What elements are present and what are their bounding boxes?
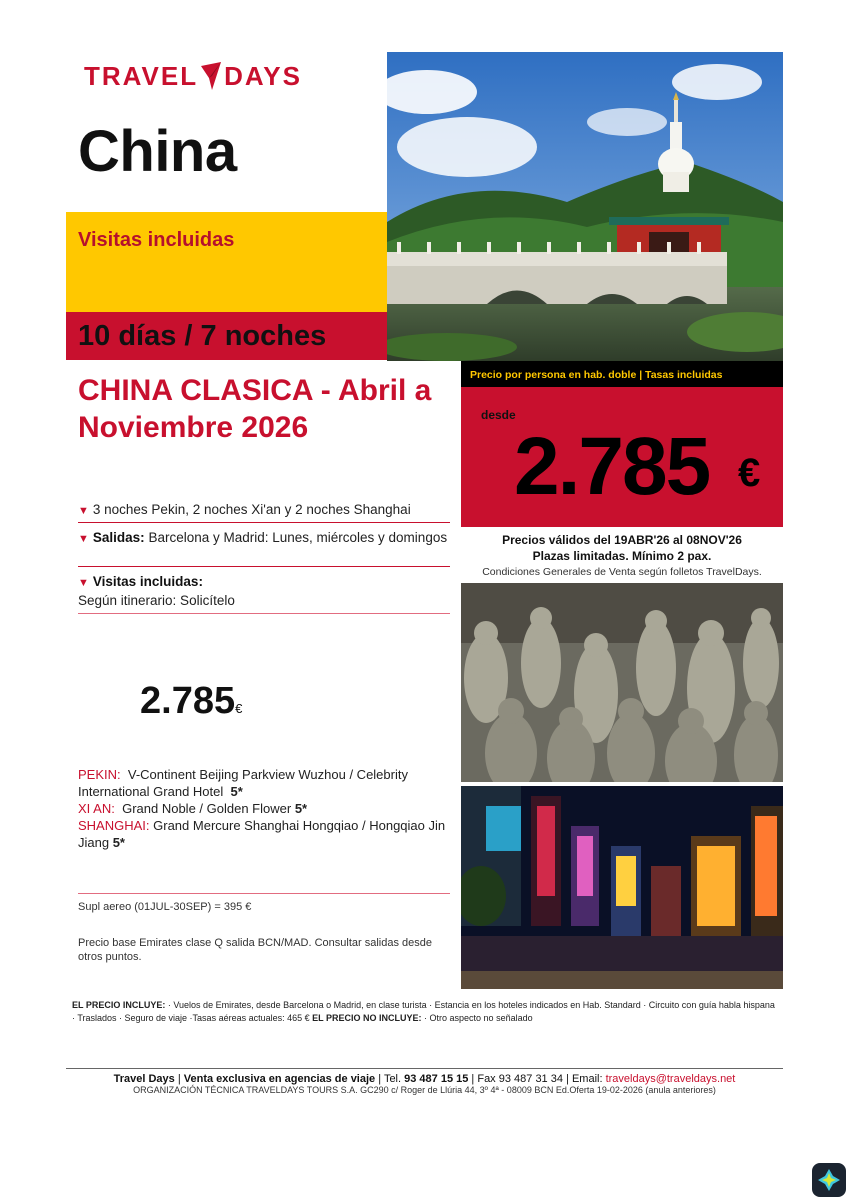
price-amount: 2.785	[514, 421, 710, 512]
divider	[78, 522, 450, 523]
footer-contact: Travel Days | Venta exclusiva en agencias de viaje | Tel. 93 487 15 15 | Fax 93 487 31 34 | Email: traveldays@traveldays.net	[113, 1073, 736, 1085]
divider	[78, 893, 450, 894]
triangle-bullet-icon: ▼	[78, 577, 89, 589]
destination-title: China	[78, 119, 237, 184]
hotel-city: SHANGHAI:	[78, 818, 150, 833]
footer-tel: 93 487 15 15	[404, 1073, 469, 1085]
brand-logo	[84, 60, 302, 92]
footer-fax: Fax 93 487 31 34	[477, 1073, 563, 1085]
trip-title: CHINA CLASICA - Abril a Noviembre 2026	[78, 374, 432, 444]
highlight-departures	[78, 529, 450, 548]
triangle-bullet-icon: ▼	[78, 533, 89, 545]
highlight-nights	[78, 501, 450, 520]
price-summary	[140, 680, 242, 723]
hotel-name: V-Continent Beijing Parkview Wuzhou / Celebrity International Grand Hotel	[78, 767, 408, 799]
footer-tagline: Venta exclusiva en agencias de viaje	[183, 1073, 376, 1085]
hotel-stars: 5*	[230, 784, 243, 799]
validity-info	[461, 532, 783, 564]
price-currency: €	[738, 451, 761, 495]
conditions-note: Condiciones Generales de Venta según folletos TravelDays.	[482, 566, 762, 578]
photo-terracotta-warriors	[461, 583, 783, 782]
highlight-text: 3 noches Pekin, 2 noches Xi'an y 2 noches Shanghai	[92, 502, 411, 517]
hotels-list	[78, 766, 450, 851]
triangle-bullet-icon: ▼	[78, 505, 89, 517]
hotel-stars: 5*	[112, 835, 125, 850]
highlight-label: Salidas:	[92, 530, 145, 545]
hotel-row	[78, 817, 450, 851]
hotel-row	[78, 766, 450, 800]
brand-name-right: DAYS	[224, 60, 302, 91]
footer-email-label: Email:	[571, 1073, 603, 1085]
highlight-label: Visitas incluidas:	[92, 574, 203, 589]
footer-company: Travel Days	[113, 1073, 175, 1085]
not-includes-label: EL PRECIO NO INCLUYE:	[312, 1013, 422, 1023]
price-box-header-text: Precio por persona en hab. doble | Tasas incluidas	[470, 369, 723, 381]
footer-tel-label: Tel.	[383, 1073, 402, 1085]
brand-name-left: TRAVEL	[84, 60, 199, 91]
price-summary-amount: 2.785	[140, 680, 236, 722]
validity-dates: Precios válidos del 19ABR'26 al 08NOV'26	[502, 533, 742, 547]
hotel-name: Grand Noble / Golden Flower	[122, 801, 292, 816]
hero-photo-beihai	[387, 52, 783, 361]
divider	[78, 613, 450, 614]
includes-text: · Vuelos de Emirates, desde Barcelona o Madrid, en clase turista · Estancia en los hoteles indicados en Hab. Standard · Circuito con guía habla hispana · Traslados · Seguro de viaje ·Tasas aéreas actuales: 465 €	[72, 1000, 775, 1023]
price-summary-currency: €	[235, 701, 243, 716]
duration-label: 10 días / 7 noches	[78, 320, 327, 352]
includes-label: EL PRECIO INCLUYE:	[72, 1000, 166, 1010]
base-price-note: Precio base Emirates clase Q salida BCN/MAD. Consultar salidas desde otros puntos.	[78, 937, 432, 963]
hotel-city: PEKIN:	[78, 767, 121, 782]
footer-divider	[66, 1068, 783, 1069]
validity-limits: Plazas limitadas. Mínimo 2 pax.	[532, 549, 712, 563]
photo-shanghai-nanjing-road	[461, 786, 783, 989]
hotel-row	[78, 800, 450, 817]
hotel-stars: 5*	[294, 801, 308, 816]
footer-email-link[interactable]: traveldays@traveldays.net	[605, 1073, 736, 1085]
hotel-city: XI AN:	[78, 801, 115, 816]
supplement-note: Supl aereo (01JUL-30SEP) = 395 €	[78, 901, 252, 913]
price-from-label: desde	[481, 408, 516, 422]
visits-band	[66, 212, 387, 312]
divider	[78, 566, 450, 567]
hotel-name: Grand Mercure Shanghai Hongqiao / Hongqiao Jin Jiang	[78, 818, 446, 850]
highlight-text: Barcelona y Madrid: Lunes, miércoles y domingos	[148, 530, 448, 545]
highlight-visits	[78, 573, 450, 609]
not-includes-text: · Otro aspecto no señalado	[424, 1013, 533, 1023]
visits-label: Visitas incluidas	[78, 229, 235, 251]
includes-note	[72, 999, 777, 1025]
app-badge-icon[interactable]	[812, 1163, 846, 1197]
footer-legal: ORGANIZACIÓN TÉCNICA TRAVELDAYS TOURS S.A. GC290 c/ Roger de Llúria 44, 3º 4ª - 08009 BCN Ed.Oferta 19-02-2026 (anula anteriores)	[133, 1085, 716, 1095]
brand-logo-mark-icon	[200, 60, 222, 92]
highlight-text: Según itinerario: Solicítelo	[78, 593, 235, 608]
